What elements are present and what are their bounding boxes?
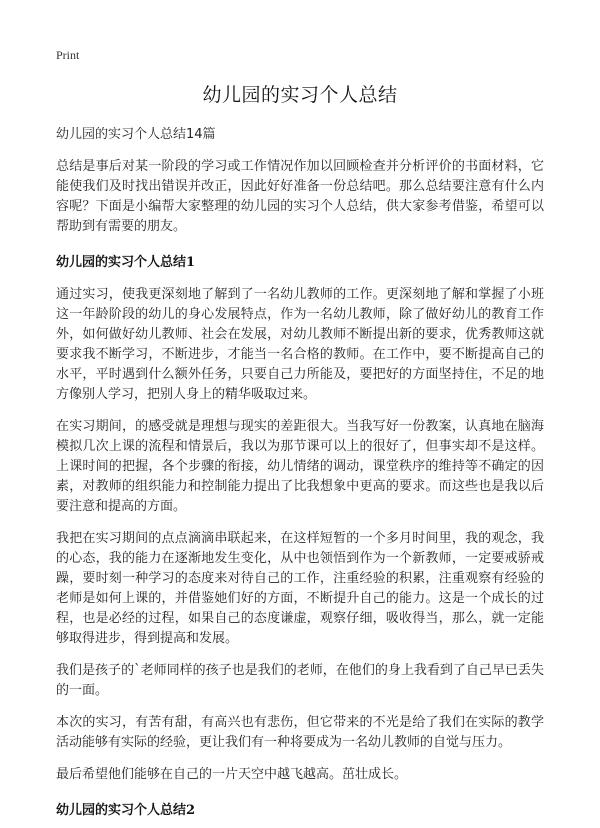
section-heading-1: 幼儿园的实习个人总结1 — [56, 255, 196, 270]
section-1-paragraph-5: 本次的实习，有苦有甜，有高兴也有悲伤，但它带来的不光是给了我们在实际的教学活动能够有实际的经验，更让我们有一种将要成为一名幼儿教师的自觉与压力。 — [56, 715, 544, 750]
print-link[interactable]: Print — [56, 48, 80, 62]
section-1-paragraph-2: 在实习期间，的感受就是理想与现实的差距很大。当我写好一份教案，认真地在脑海模拟几次上课的流程和情景后，我以为那节课可以上的很好了，但事实却不是这样。上课时间的把握，各个步骤的衔接，幼儿情绪的调动，课堂秩序的维持等不确定的因素，对教师的组织能力和控制能力提出了比我想象中更高的要求。而这些也是我以后要注意和提高的方面。 — [56, 419, 544, 514]
section-1-paragraph-4: 我们是孩子的`老师同样的孩子也是我们的老师，在他们的身上我看到了自己早已丢失的一面。 — [56, 663, 544, 698]
intro-paragraph: 总结是事后对某一阶段的学习或工作情况作加以回顾检查并分析评价的书面材料，它能使我们及时找出错误并改正，因此好好准备一份总结吧。那么总结要注意有什么内容呢？下面是小编帮大家整理的幼儿园的实习个人总结，供大家参考借鉴，希望可以帮助到有需要的朋友。 — [56, 159, 544, 234]
section-heading-2: 幼儿园的实习个人总结2 — [56, 803, 196, 818]
page-title: 幼儿园的实习个人总结 — [202, 84, 398, 106]
section-1-paragraph-6: 最后希望他们能够在自己的一片天空中越飞越高。茁壮成长。 — [56, 767, 408, 782]
section-1-paragraph-1: 通过实习，使我更深刻地了解到了一名幼儿教师的工作。更深刻地了解和掌握了小班这一年龄阶段的幼儿的身心发展特点，作为一名幼儿教师，除了做好幼儿的教育工作外，如何做好幼儿教师、社会在发展，对幼儿教师不断提出新的要求，优秀教师这就要求我不断学习，不断进步，才能当一名合格的教师。在工作中，要不断提高自己的水平，平时遇到什么额外任务，只要自己力所能及，要把好的方面坚持住，不足的地方像别人学习，把别人身上的精华吸取过来。 — [56, 287, 544, 402]
document-subtitle: 幼儿园的实习个人总结14篇 — [56, 127, 216, 142]
section-1-paragraph-3: 我把在实习期间的点点滴滴串联起来，在这样短暂的一个多月时间里，我的观念，我的心态，我的能力在逐渐地发生变化，从中也领悟到作为一个新教师，一定要戒骄戒躁，要时刻一种学习的态度来对待自己的工作，注重经验的积累，注重观察有经验的老师是如何上课的，并借鉴她们好的方面，不断提升自己的能力。这是一个成长的过程，也是必经的过程，如果自己的态度谦虚，观察仔细，吸收得当，那么，就一定能够取得进步，得到提高和发展。 — [56, 531, 544, 646]
